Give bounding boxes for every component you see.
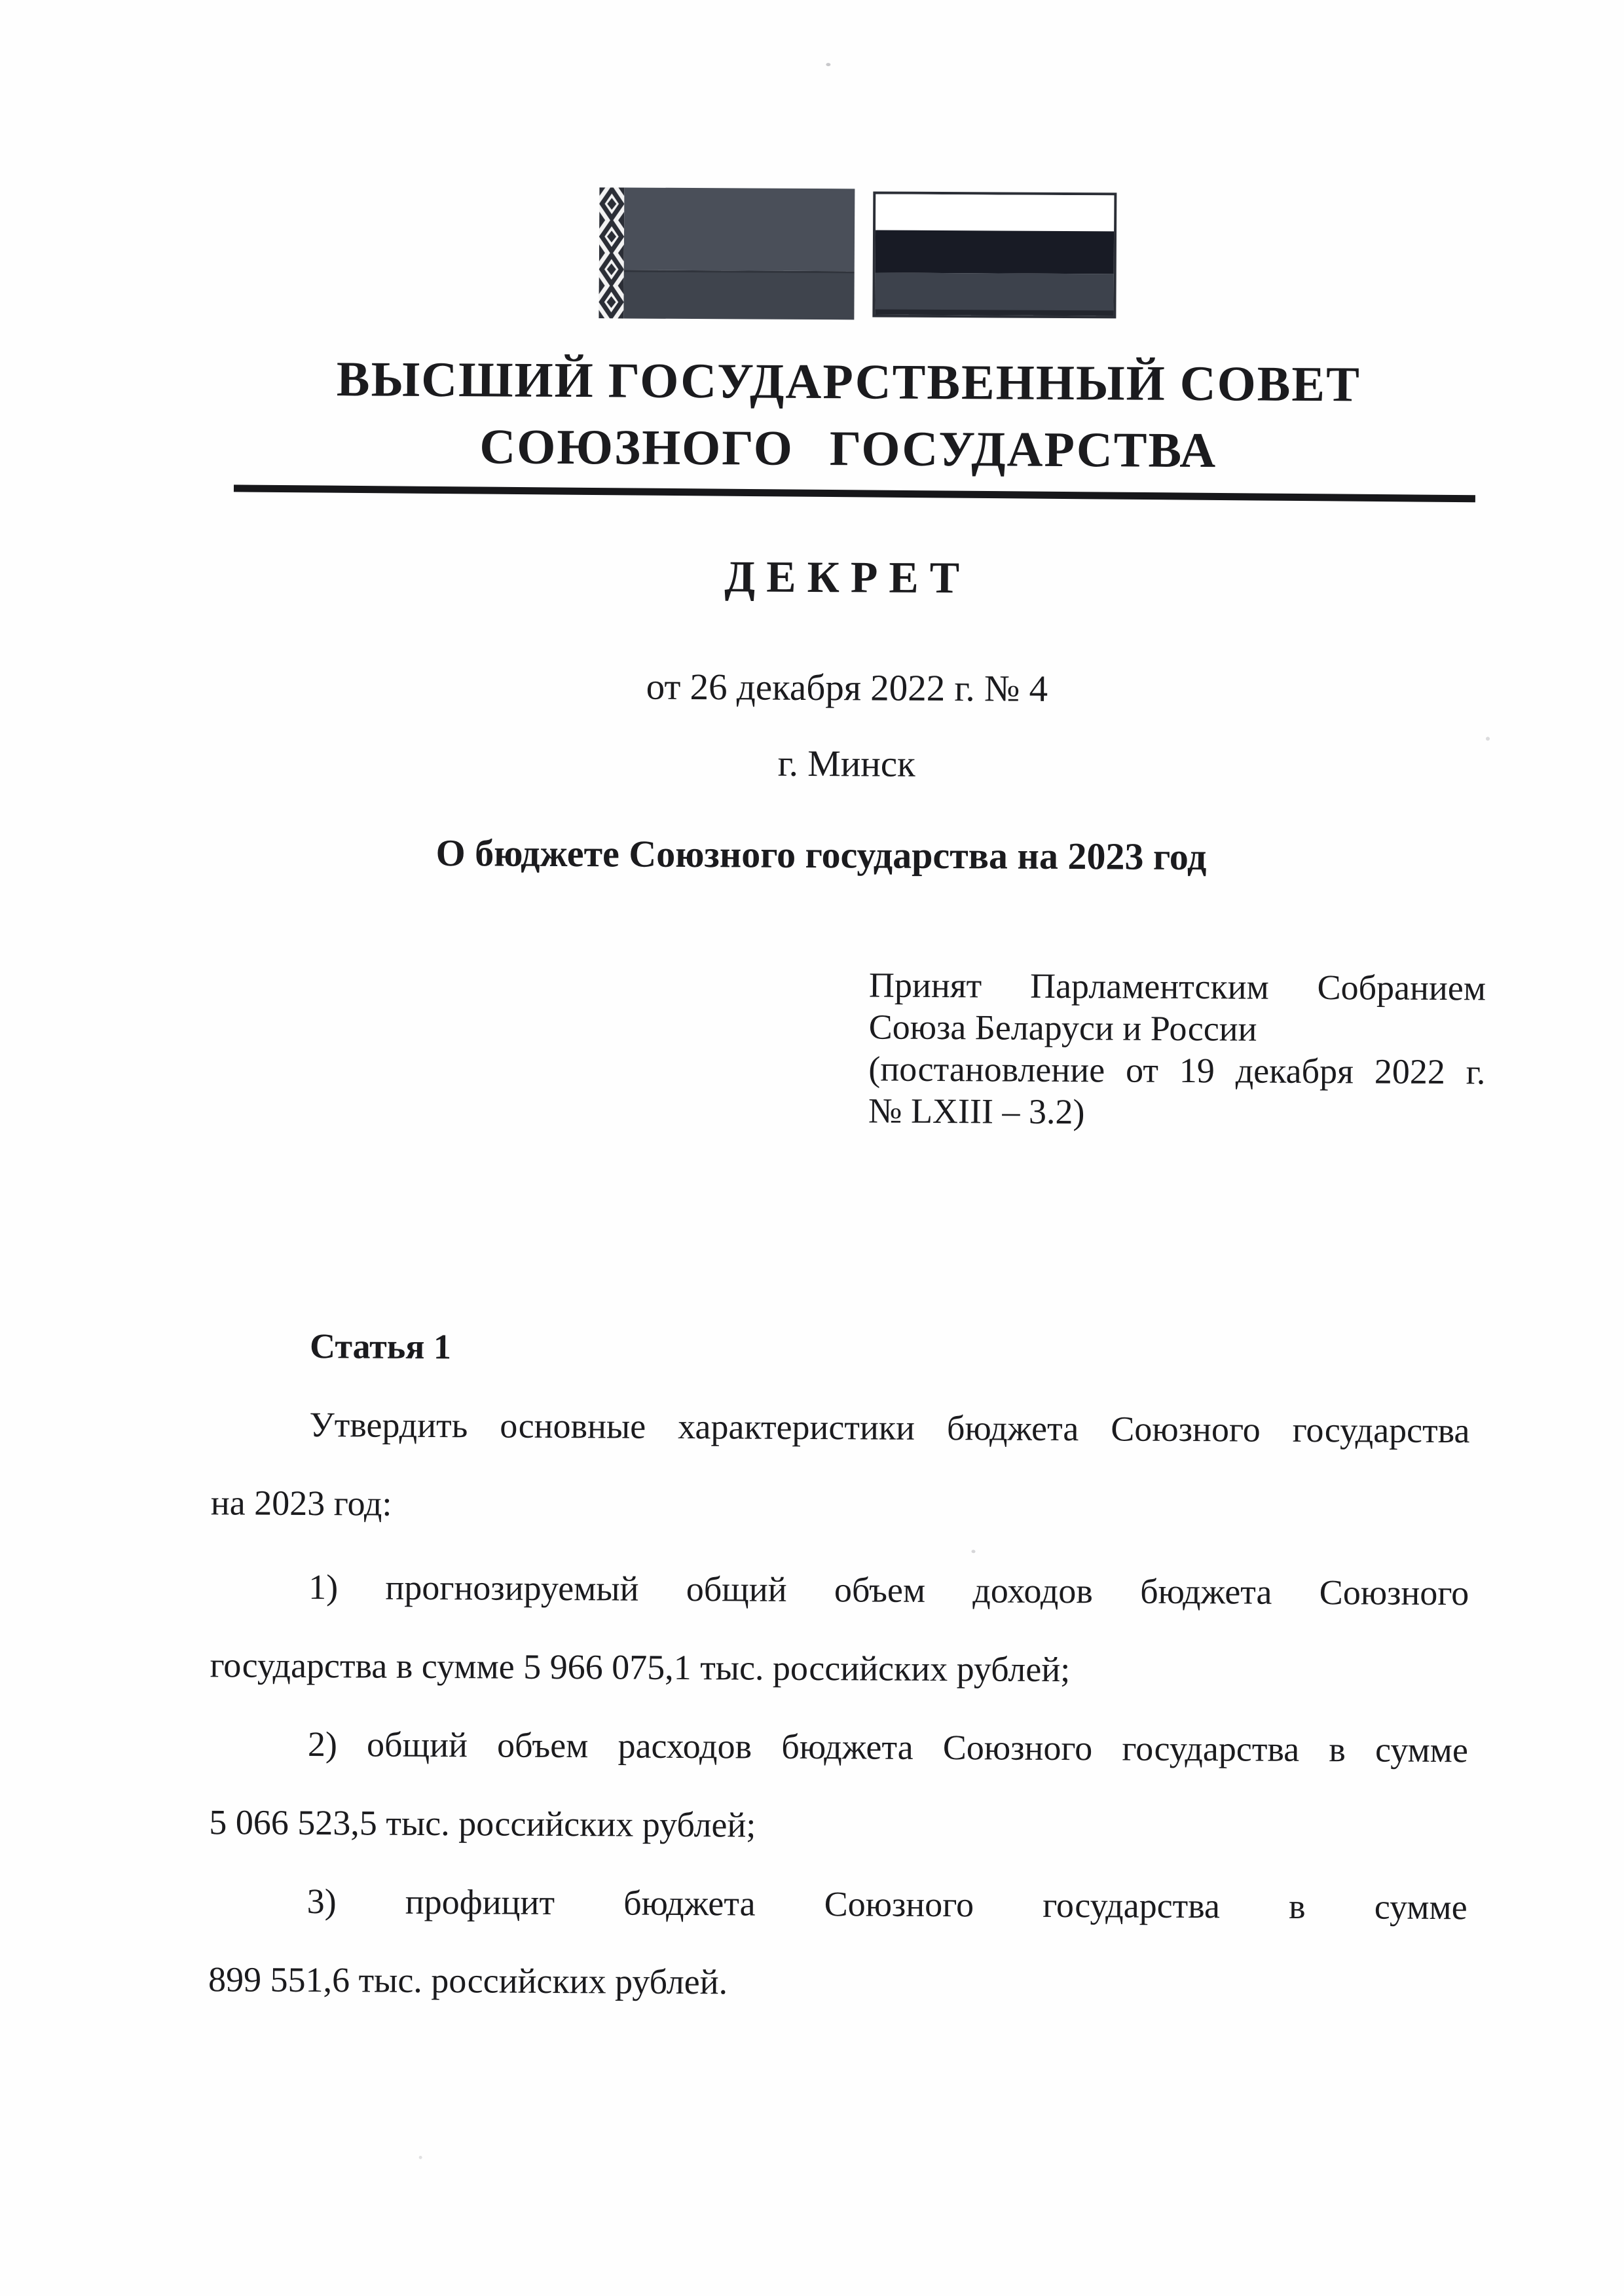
- letterhead-flags: [599, 187, 1116, 324]
- scan-speck: [971, 1550, 975, 1553]
- adoption-line-2: Союза Беларуси и России: [868, 1007, 1257, 1049]
- org-name-line1: ВЫСШИЙ ГОСУДАРСТВЕННЫЙ СОВЕТ: [336, 352, 1361, 412]
- russia-flag-red-stripe: [875, 272, 1113, 316]
- russia-flag-icon: [872, 191, 1116, 318]
- adoption-line-1: Принят Парламентским Собранием: [868, 965, 1486, 1008]
- doc-type-title: ДЕКРЕТ: [724, 551, 971, 603]
- belarus-flag-icon: [599, 187, 855, 319]
- org-name-line2: СОЮЗНОГО ГОСУДАРСТВА: [479, 419, 1217, 479]
- belarus-ornament-pattern-icon: [599, 187, 624, 318]
- article-item-3-line-2: 899 551,6 тыс. российских рублей.: [208, 1959, 728, 2002]
- doc-subject: О бюджете Союзного государства на 2023 год: [435, 831, 1207, 879]
- belarus-flag-red-stripe: [624, 187, 855, 271]
- article-intro-line-1: Утвердить основные характеристики бюджета Союзного государства: [309, 1404, 1470, 1451]
- russia-flag-white-stripe: [876, 194, 1114, 231]
- scan-speck: [826, 63, 830, 66]
- scan-speck: [1486, 737, 1490, 740]
- adoption-line-3: (постановление от 19 декабря 2022 г.: [868, 1049, 1486, 1092]
- article-heading: Статья 1: [309, 1326, 452, 1367]
- scan-speck: [419, 2156, 422, 2159]
- article-item-2-line-1: 2) общий объем расходов бюджета Союзного государства в сумме: [307, 1724, 1469, 1770]
- letterhead-rule: [234, 484, 1475, 502]
- russia-flag-blue-stripe: [876, 230, 1114, 274]
- doc-place: г. Минск: [777, 742, 916, 785]
- article-item-1-line-2: государства в сумме 5 966 075,1 тыс. российских рублей;: [210, 1645, 1071, 1690]
- adoption-line-4: № LXIII – 3.2): [868, 1091, 1085, 1132]
- belarus-flag-green-stripe: [623, 270, 854, 319]
- article-1-body: [208, 1306, 1471, 2025]
- article-item-3-line-1: 3) профицит бюджета Союзного государства в сумме: [306, 1881, 1467, 1927]
- article-intro-line-2: на 2023 год:: [210, 1483, 392, 1523]
- article-item-2-line-2: 5 066 523,5 тыс. российских рублей;: [209, 1802, 756, 1845]
- article-item-1-line-1: 1) прогнозируемый общий объем доходов бюджета Союзного: [308, 1567, 1469, 1613]
- adoption-block: [868, 964, 1486, 1135]
- doc-date-number: от 26 декабря 2022 г. № 4: [646, 666, 1048, 710]
- belarus-flag-field: [623, 187, 855, 319]
